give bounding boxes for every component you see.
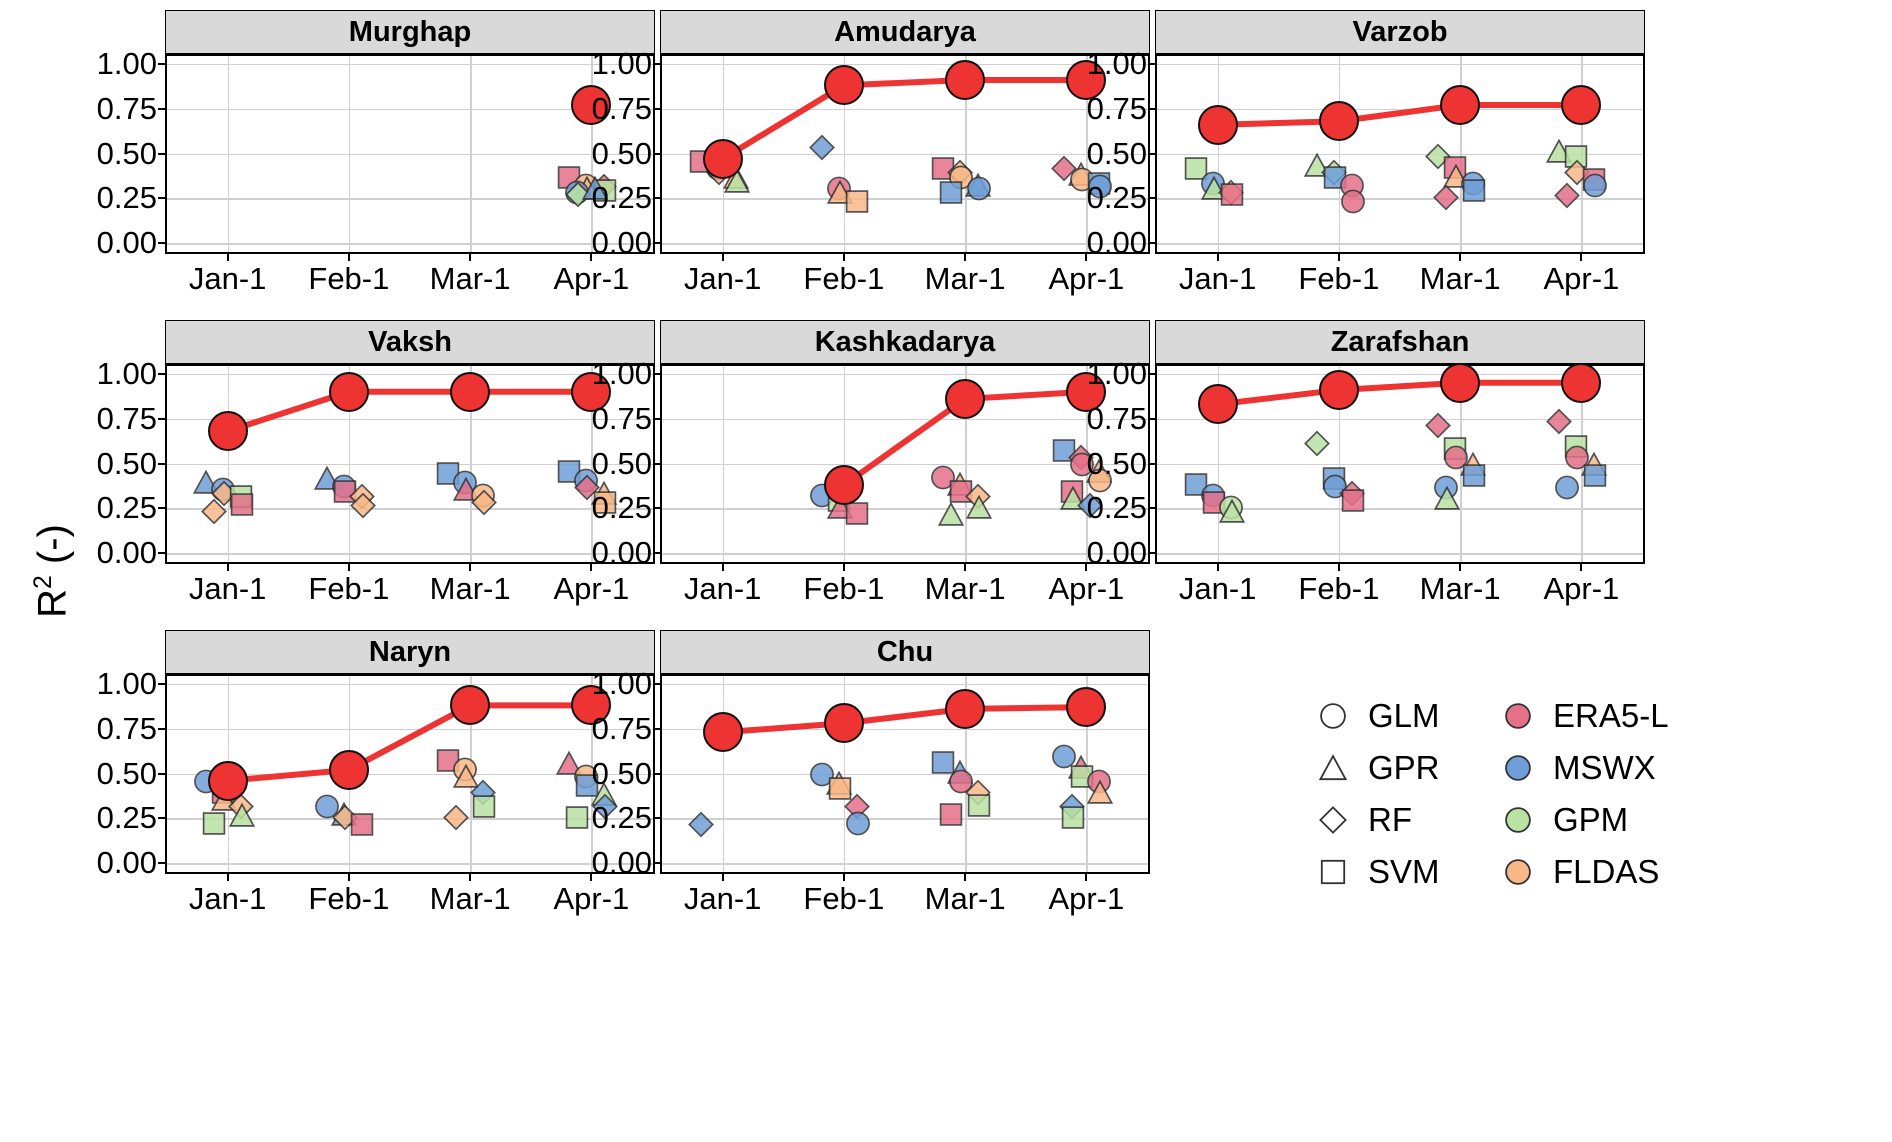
y-tick-mark: [1148, 153, 1157, 155]
y-tick-mark: [1148, 507, 1157, 509]
triangle-icon: [1310, 754, 1356, 782]
x-tick-mark: [348, 562, 350, 571]
panel-title: Naryn: [165, 630, 655, 674]
y-tick-label: 0.00: [96, 845, 157, 881]
x-tick-label: Apr-1: [1048, 571, 1125, 606]
y-tick-label: 0.00: [591, 225, 652, 261]
panel-chu: [591, 630, 1150, 920]
x-tick-label: Apr-1: [1048, 881, 1125, 916]
y-tick-label: 0.50: [591, 755, 652, 791]
legend-label: GPM: [1553, 801, 1629, 838]
reference-point: [945, 379, 985, 419]
legend-label: MSWX: [1553, 749, 1656, 786]
dataset-swatch-icon: [1495, 754, 1541, 782]
reference-point: [824, 703, 864, 743]
reference-point: [329, 750, 369, 790]
reference-point: [450, 372, 490, 412]
y-tick-mark: [653, 507, 662, 509]
reference-point: [703, 712, 743, 752]
y-tick-label: 1.00: [96, 665, 157, 701]
y-tick-label: 1.00: [96, 45, 157, 81]
x-tick-label: Jan-1: [188, 881, 267, 916]
legend-item-svm[interactable]: [1310, 846, 1440, 898]
x-tick-label: Mar-1: [924, 261, 1006, 296]
y-tick-mark: [653, 108, 662, 110]
reference-point: [945, 689, 985, 729]
y-tick-mark: [158, 862, 167, 864]
y-tick-label: 0.25: [1086, 490, 1147, 526]
panel-title: Varzob: [1155, 10, 1645, 54]
reference-point: [703, 139, 743, 179]
x-tick-mark: [1459, 562, 1461, 571]
x-tick-label: Feb-1: [308, 261, 390, 296]
y-tick-mark: [653, 463, 662, 465]
legend-label: GLM: [1368, 697, 1440, 734]
y-tick-mark: [653, 552, 662, 554]
reference-point: [208, 411, 248, 451]
x-tick-mark: [964, 252, 966, 261]
x-tick-mark: [722, 872, 724, 881]
panel-kashkadarya: [591, 320, 1150, 610]
x-tick-mark: [722, 252, 724, 261]
y-tick-label: 0.75: [591, 400, 652, 436]
y-tick-label: 1.00: [1086, 45, 1147, 81]
x-tick-mark: [348, 252, 350, 261]
plot-area: [1086, 355, 1645, 606]
y-tick-label: 1.00: [96, 355, 157, 391]
panel-amudarya: [591, 10, 1150, 300]
x-tick-mark: [1580, 252, 1582, 261]
y-tick-label: 1.00: [1086, 355, 1147, 391]
x-tick-mark: [469, 252, 471, 261]
y-tick-label: 0.50: [1086, 135, 1147, 171]
y-tick-label: 0.25: [591, 180, 652, 216]
legend-item-fldas[interactable]: [1495, 846, 1669, 898]
x-tick-label: Jan-1: [683, 261, 762, 296]
x-tick-mark: [1085, 872, 1087, 881]
x-tick-mark: [227, 252, 229, 261]
diamond-icon: [1310, 806, 1356, 834]
y-axis-title-exponent: 2: [30, 575, 58, 589]
dataset-swatch-icon: [1495, 858, 1541, 886]
x-tick-label: Feb-1: [803, 261, 885, 296]
reference-point: [824, 465, 864, 505]
reference-point: [824, 65, 864, 105]
y-tick-label: 0.75: [1086, 90, 1147, 126]
x-tick-mark: [1580, 562, 1582, 571]
reference-point: [1319, 101, 1359, 141]
y-tick-mark: [158, 552, 167, 554]
panel-zarafshan: [1086, 320, 1645, 610]
x-tick-label: Mar-1: [429, 881, 511, 916]
x-tick-label: Apr-1: [1543, 261, 1620, 296]
reference-point: [1319, 370, 1359, 410]
x-tick-mark: [722, 562, 724, 571]
y-tick-mark: [158, 242, 167, 244]
reference-point: [450, 685, 490, 725]
y-tick-mark: [158, 418, 167, 420]
y-tick-label: 0.00: [96, 535, 157, 571]
y-tick-mark: [158, 773, 167, 775]
y-axis-title-unit: (-): [30, 524, 75, 576]
legend: [1310, 690, 1730, 920]
x-tick-label: Jan-1: [683, 881, 762, 916]
panel-vaksh: [96, 320, 655, 610]
y-tick-mark: [653, 373, 662, 375]
y-tick-mark: [653, 728, 662, 730]
y-tick-mark: [1148, 552, 1157, 554]
x-tick-label: Apr-1: [1543, 571, 1620, 606]
panel-varzob: [1086, 10, 1645, 300]
dataset-swatch-icon: [1495, 702, 1541, 730]
y-tick-label: 0.00: [591, 845, 652, 881]
panel-murghap: [96, 10, 655, 300]
panel-title: Murghap: [165, 10, 655, 54]
y-tick-mark: [158, 108, 167, 110]
y-tick-label: 0.25: [1086, 180, 1147, 216]
x-tick-mark: [469, 872, 471, 881]
x-tick-label: Jan-1: [1178, 571, 1257, 606]
y-tick-label: 0.75: [591, 90, 652, 126]
y-tick-mark: [653, 197, 662, 199]
x-tick-label: Jan-1: [1178, 261, 1257, 296]
reference-point: [1440, 363, 1480, 403]
x-tick-mark: [227, 872, 229, 881]
y-tick-label: 0.50: [96, 135, 157, 171]
x-tick-label: Feb-1: [308, 881, 390, 916]
x-tick-mark: [348, 872, 350, 881]
y-tick-mark: [158, 373, 167, 375]
x-tick-mark: [1338, 252, 1340, 261]
reference-line: [1157, 56, 1643, 252]
reference-point: [1198, 384, 1238, 424]
reference-point: [945, 60, 985, 100]
plot-area: [591, 45, 1150, 296]
legend-label: FLDAS: [1553, 853, 1660, 890]
y-tick-label: 1.00: [591, 45, 652, 81]
x-tick-label: Feb-1: [803, 881, 885, 916]
y-tick-mark: [653, 418, 662, 420]
panel-title: Zarafshan: [1155, 320, 1645, 364]
panel-title: Amudarya: [660, 10, 1150, 54]
square-icon: [1310, 858, 1356, 886]
reference-point: [1561, 363, 1601, 403]
y-tick-label: 0.00: [96, 225, 157, 261]
x-tick-label: Apr-1: [553, 261, 630, 296]
x-tick-mark: [843, 872, 845, 881]
plot-area: [96, 355, 655, 606]
plot-area: [96, 665, 655, 916]
y-tick-mark: [653, 153, 662, 155]
x-tick-mark: [843, 252, 845, 261]
x-tick-label: Mar-1: [1419, 261, 1501, 296]
y-tick-mark: [158, 153, 167, 155]
x-tick-label: Feb-1: [803, 571, 885, 606]
x-tick-mark: [1217, 252, 1219, 261]
x-tick-label: Jan-1: [683, 571, 762, 606]
legend-models: [1310, 690, 1440, 898]
y-tick-mark: [1148, 108, 1157, 110]
x-tick-mark: [964, 562, 966, 571]
x-tick-mark: [1459, 252, 1461, 261]
panel-title: Chu: [660, 630, 1150, 674]
reference-point: [1198, 105, 1238, 145]
y-axis-title-base: R: [30, 588, 75, 618]
y-tick-mark: [653, 683, 662, 685]
panel-title: Kashkadarya: [660, 320, 1150, 364]
panel-naryn: [96, 630, 655, 920]
y-tick-label: 0.50: [96, 755, 157, 791]
x-tick-mark: [469, 562, 471, 571]
y-tick-mark: [158, 683, 167, 685]
legend-label: SVM: [1368, 853, 1440, 890]
reference-point: [329, 372, 369, 412]
x-tick-label: Mar-1: [924, 881, 1006, 916]
x-tick-mark: [227, 562, 229, 571]
x-tick-mark: [843, 562, 845, 571]
legend-item-era5-l[interactable]: [1495, 690, 1669, 742]
legend-item-gpr[interactable]: [1310, 742, 1440, 794]
y-tick-mark: [653, 862, 662, 864]
reference-point: [1561, 85, 1601, 125]
legend-label: GPR: [1368, 749, 1440, 786]
y-tick-label: 0.75: [591, 710, 652, 746]
legend-item-gpm[interactable]: [1495, 794, 1669, 846]
y-tick-mark: [653, 773, 662, 775]
y-tick-label: 0.50: [591, 135, 652, 171]
legend-label: ERA5-L: [1553, 697, 1669, 734]
y-tick-label: 1.00: [591, 665, 652, 701]
x-tick-label: Mar-1: [429, 571, 511, 606]
y-tick-mark: [158, 463, 167, 465]
x-tick-label: Mar-1: [1419, 571, 1501, 606]
plot-area: [1086, 45, 1645, 296]
y-tick-mark: [1148, 373, 1157, 375]
x-tick-label: Feb-1: [1298, 571, 1380, 606]
y-tick-label: 0.75: [1086, 400, 1147, 436]
y-tick-mark: [653, 817, 662, 819]
reference-point: [208, 761, 248, 801]
y-tick-label: 1.00: [591, 355, 652, 391]
x-tick-label: Apr-1: [553, 571, 630, 606]
x-tick-label: Feb-1: [1298, 261, 1380, 296]
x-tick-label: Apr-1: [553, 881, 630, 916]
reference-line: [167, 56, 653, 252]
y-tick-label: 0.50: [591, 445, 652, 481]
y-tick-mark: [158, 63, 167, 65]
panel-grid: [60, 0, 1892, 1142]
y-tick-label: 0.25: [96, 800, 157, 836]
y-tick-mark: [1148, 463, 1157, 465]
y-tick-label: 0.25: [591, 490, 652, 526]
y-tick-label: 0.25: [591, 800, 652, 836]
y-tick-label: 0.25: [96, 490, 157, 526]
panel-title: Vaksh: [165, 320, 655, 364]
reference-point: [1440, 85, 1480, 125]
legend-item-mswx[interactable]: [1495, 742, 1669, 794]
x-tick-label: Mar-1: [924, 571, 1006, 606]
plot-area: [591, 665, 1150, 916]
y-tick-mark: [653, 242, 662, 244]
y-tick-label: 0.75: [96, 90, 157, 126]
x-tick-label: Jan-1: [188, 571, 267, 606]
y-tick-label: 0.00: [1086, 535, 1147, 571]
x-tick-mark: [964, 872, 966, 881]
y-tick-label: 0.50: [96, 445, 157, 481]
reference-point: [1066, 687, 1106, 727]
legend-label: RF: [1368, 801, 1412, 838]
x-tick-label: Mar-1: [429, 261, 511, 296]
circle-icon: [1310, 702, 1356, 730]
legend-item-glm[interactable]: [1310, 690, 1440, 742]
y-tick-mark: [1148, 242, 1157, 244]
y-tick-mark: [158, 197, 167, 199]
y-tick-label: 0.00: [591, 535, 652, 571]
y-tick-mark: [158, 817, 167, 819]
legend-item-rf[interactable]: [1310, 794, 1440, 846]
x-tick-mark: [1217, 562, 1219, 571]
legend-datasets: [1495, 690, 1669, 898]
y-tick-label: 0.25: [96, 180, 157, 216]
y-tick-mark: [653, 63, 662, 65]
y-tick-mark: [1148, 197, 1157, 199]
y-tick-label: 0.75: [96, 400, 157, 436]
plot-area: [591, 355, 1150, 606]
y-tick-label: 0.50: [1086, 445, 1147, 481]
y-tick-label: 0.00: [1086, 225, 1147, 261]
y-tick-mark: [1148, 418, 1157, 420]
y-tick-mark: [158, 507, 167, 509]
y-tick-mark: [1148, 63, 1157, 65]
x-tick-label: Apr-1: [1048, 261, 1125, 296]
y-tick-label: 0.75: [96, 710, 157, 746]
dataset-swatch-icon: [1495, 806, 1541, 834]
x-tick-label: Jan-1: [188, 261, 267, 296]
x-tick-label: Feb-1: [308, 571, 390, 606]
y-tick-mark: [158, 728, 167, 730]
x-tick-mark: [1338, 562, 1340, 571]
plot-area: [96, 45, 655, 296]
